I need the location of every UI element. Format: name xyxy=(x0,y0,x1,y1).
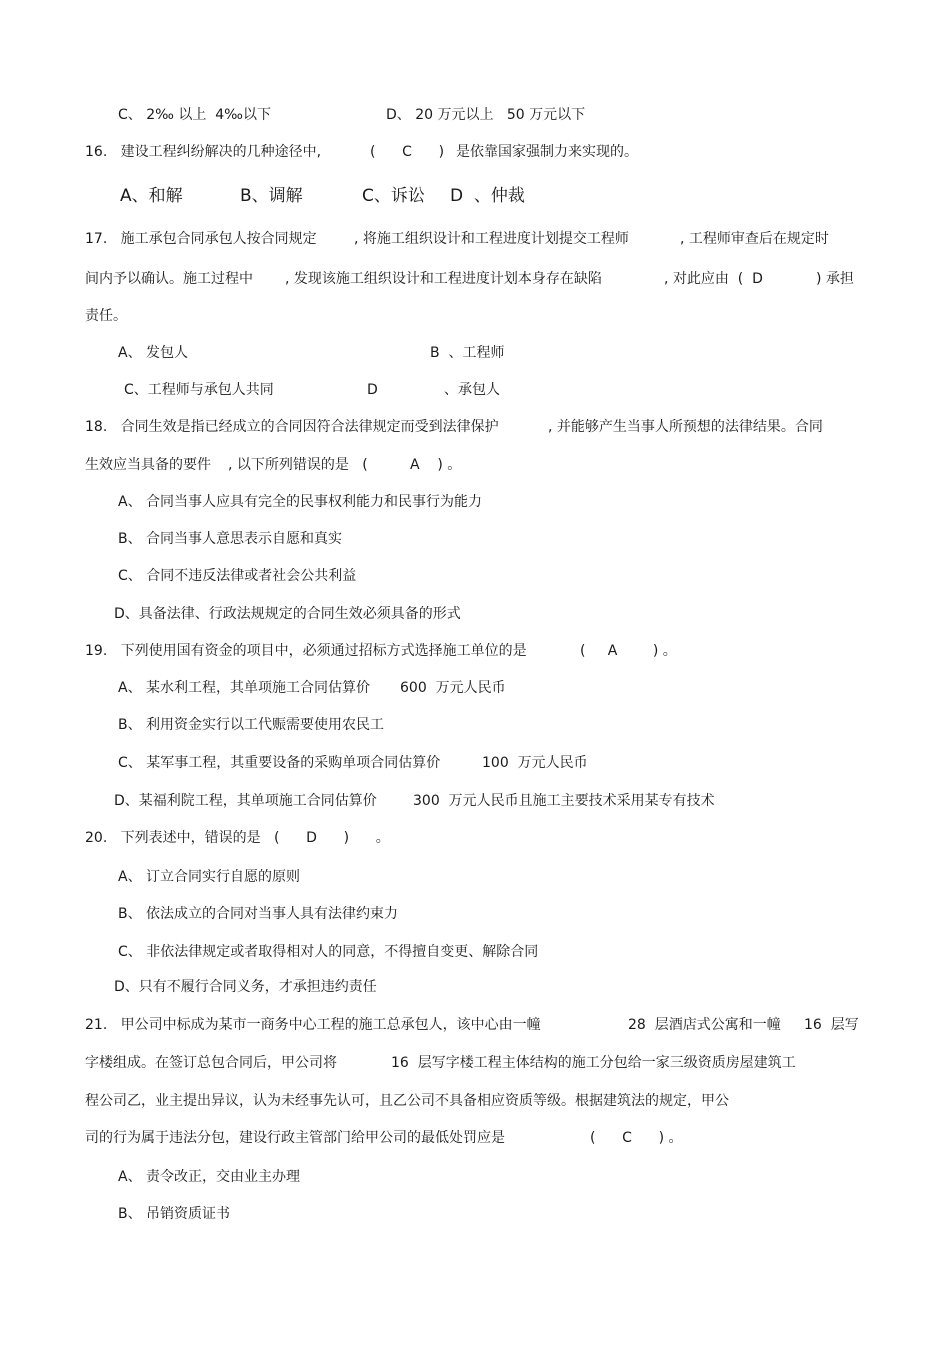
question-18-text: 18. 合同生效是指已经成立的合同因符合法律规定而受到法律保护 xyxy=(85,419,499,435)
question-17-text-6: ) 承担 xyxy=(816,271,854,287)
question-17-answer: , 对此应由 ( D xyxy=(664,271,763,287)
question-16-text-tail: 是依靠国家强制力来实现的。 xyxy=(456,144,638,160)
option-a-text: A、 发包人 xyxy=(118,345,189,361)
option-c-text: C、工程师与承包人共同 xyxy=(124,382,274,398)
question-18-text-4: , 以下所列错误的是 ( xyxy=(228,457,368,473)
option-b-text: B、调解 xyxy=(240,186,303,206)
question-21-text-5: 16 层写字楼工程主体结构的施工分包给一家三级资质房屋建筑工 xyxy=(391,1055,796,1071)
question-19-text: 19. 下列使用国有资金的项目中，必须通过招标方式选择施工单位的是 xyxy=(85,643,527,659)
question-21-text-6: 程公司乙，业主提出异议，认为未经事先认可，且乙公司不具备相应资质等级。根据建筑法的规定，甲公 xyxy=(85,1093,729,1109)
question-21-answer: ( C ) 。 xyxy=(590,1130,683,1146)
question-21-text-4: 字楼组成。在签订总包合同后，甲公司将 xyxy=(85,1055,337,1071)
option-a-text: A、 某水利工程，其单项施工合同估算价 xyxy=(118,680,371,696)
option-c-text: C、诉讼 xyxy=(362,186,425,206)
question-21-text: 21. 甲公司中标成为某市一商务中心工程的施工总承包人，该中心由一幢 xyxy=(85,1017,541,1033)
question-20-text: 20. 下列表述中，错误的是 ( D ) 。 xyxy=(85,830,390,846)
option-b-text: B 、工程师 xyxy=(430,345,505,361)
option-a-amount: 600 万元人民币 xyxy=(400,680,506,696)
question-17-text: 17. 施工承包合同承包人按合同规定 xyxy=(85,231,317,247)
question-19-answer: ( A ) 。 xyxy=(580,643,677,659)
option-b-text: B、 吊销资质证书 xyxy=(118,1206,231,1222)
question-17-text-7: 责任。 xyxy=(85,308,127,324)
option-d-label: D xyxy=(367,382,378,398)
option-a-text: A、 订立合同实行自愿的原则 xyxy=(118,869,301,885)
option-a-text: A、和解 xyxy=(120,186,183,206)
option-d-text: D、具备法律、行政法规规定的合同生效必须具备的形式 xyxy=(114,606,461,622)
option-d-text: D、 20 万元以上 50 万元以下 xyxy=(386,107,586,123)
question-21-text-2: 28 层酒店式公寓和一幢 xyxy=(628,1017,781,1033)
option-d-text: D 、仲裁 xyxy=(450,186,525,206)
question-16-text: 16. 建设工程纠纷解决的几种途径中, xyxy=(85,144,322,160)
option-a-text: A、 责令改正，交由业主办理 xyxy=(118,1169,301,1185)
question-18-text-3: 生效应当具备的要件 xyxy=(85,457,211,473)
option-b-text: B、 合同当事人意思表示自愿和真实 xyxy=(118,531,343,547)
option-d-text: 、承包人 xyxy=(444,382,500,398)
option-d-text: D、只有不履行合同义务，才承担违约责任 xyxy=(114,979,377,995)
question-17-text-4: 间内予以确认。施工过程中 xyxy=(85,271,253,287)
question-17-text-3: , 工程师审查后在规定时 xyxy=(680,231,829,247)
question-17-text-5: , 发现该施工组织设计和工程进度计划本身存在缺陷 xyxy=(285,271,602,287)
question-18-answer: A ) 。 xyxy=(410,457,462,473)
option-b-text: B、 利用资金实行以工代赈需要使用农民工 xyxy=(118,717,385,733)
option-c-text: C、 某军事工程，其重要设备的采购单项合同估算价 xyxy=(118,755,441,771)
question-21-text-3: 16 层写 xyxy=(804,1017,859,1033)
option-d-amount: 300 万元人民币且施工主要技术采用某专有技术 xyxy=(413,793,715,809)
option-a-text: A、 合同当事人应具有完全的民事权利能力和民事行为能力 xyxy=(118,494,483,510)
option-c-text: C、 合同不违反法律或者社会公共利益 xyxy=(118,568,357,584)
option-c-text: C、 非依法律规定或者取得相对人的同意，不得擅自变更、解除合同 xyxy=(118,944,539,960)
option-c-amount: 100 万元人民币 xyxy=(482,755,588,771)
question-16-answer: ( C ) xyxy=(370,144,445,160)
option-c-text: C、 2‰ 以上 4‰以下 xyxy=(118,107,271,123)
question-21-text-7: 司的行为属于违法分包，建设行政主管部门给甲公司的最低处罚应是 xyxy=(85,1130,505,1146)
option-b-text: B、 依法成立的合同对当事人具有法律约束力 xyxy=(118,906,399,922)
option-d-text: D、某福利院工程，其单项施工合同估算价 xyxy=(114,793,377,809)
question-18-text-2: , 并能够产生当事人所预想的法律结果。合同 xyxy=(548,419,823,435)
question-17-text-2: , 将施工组织设计和工程进度计划提交工程师 xyxy=(354,231,629,247)
